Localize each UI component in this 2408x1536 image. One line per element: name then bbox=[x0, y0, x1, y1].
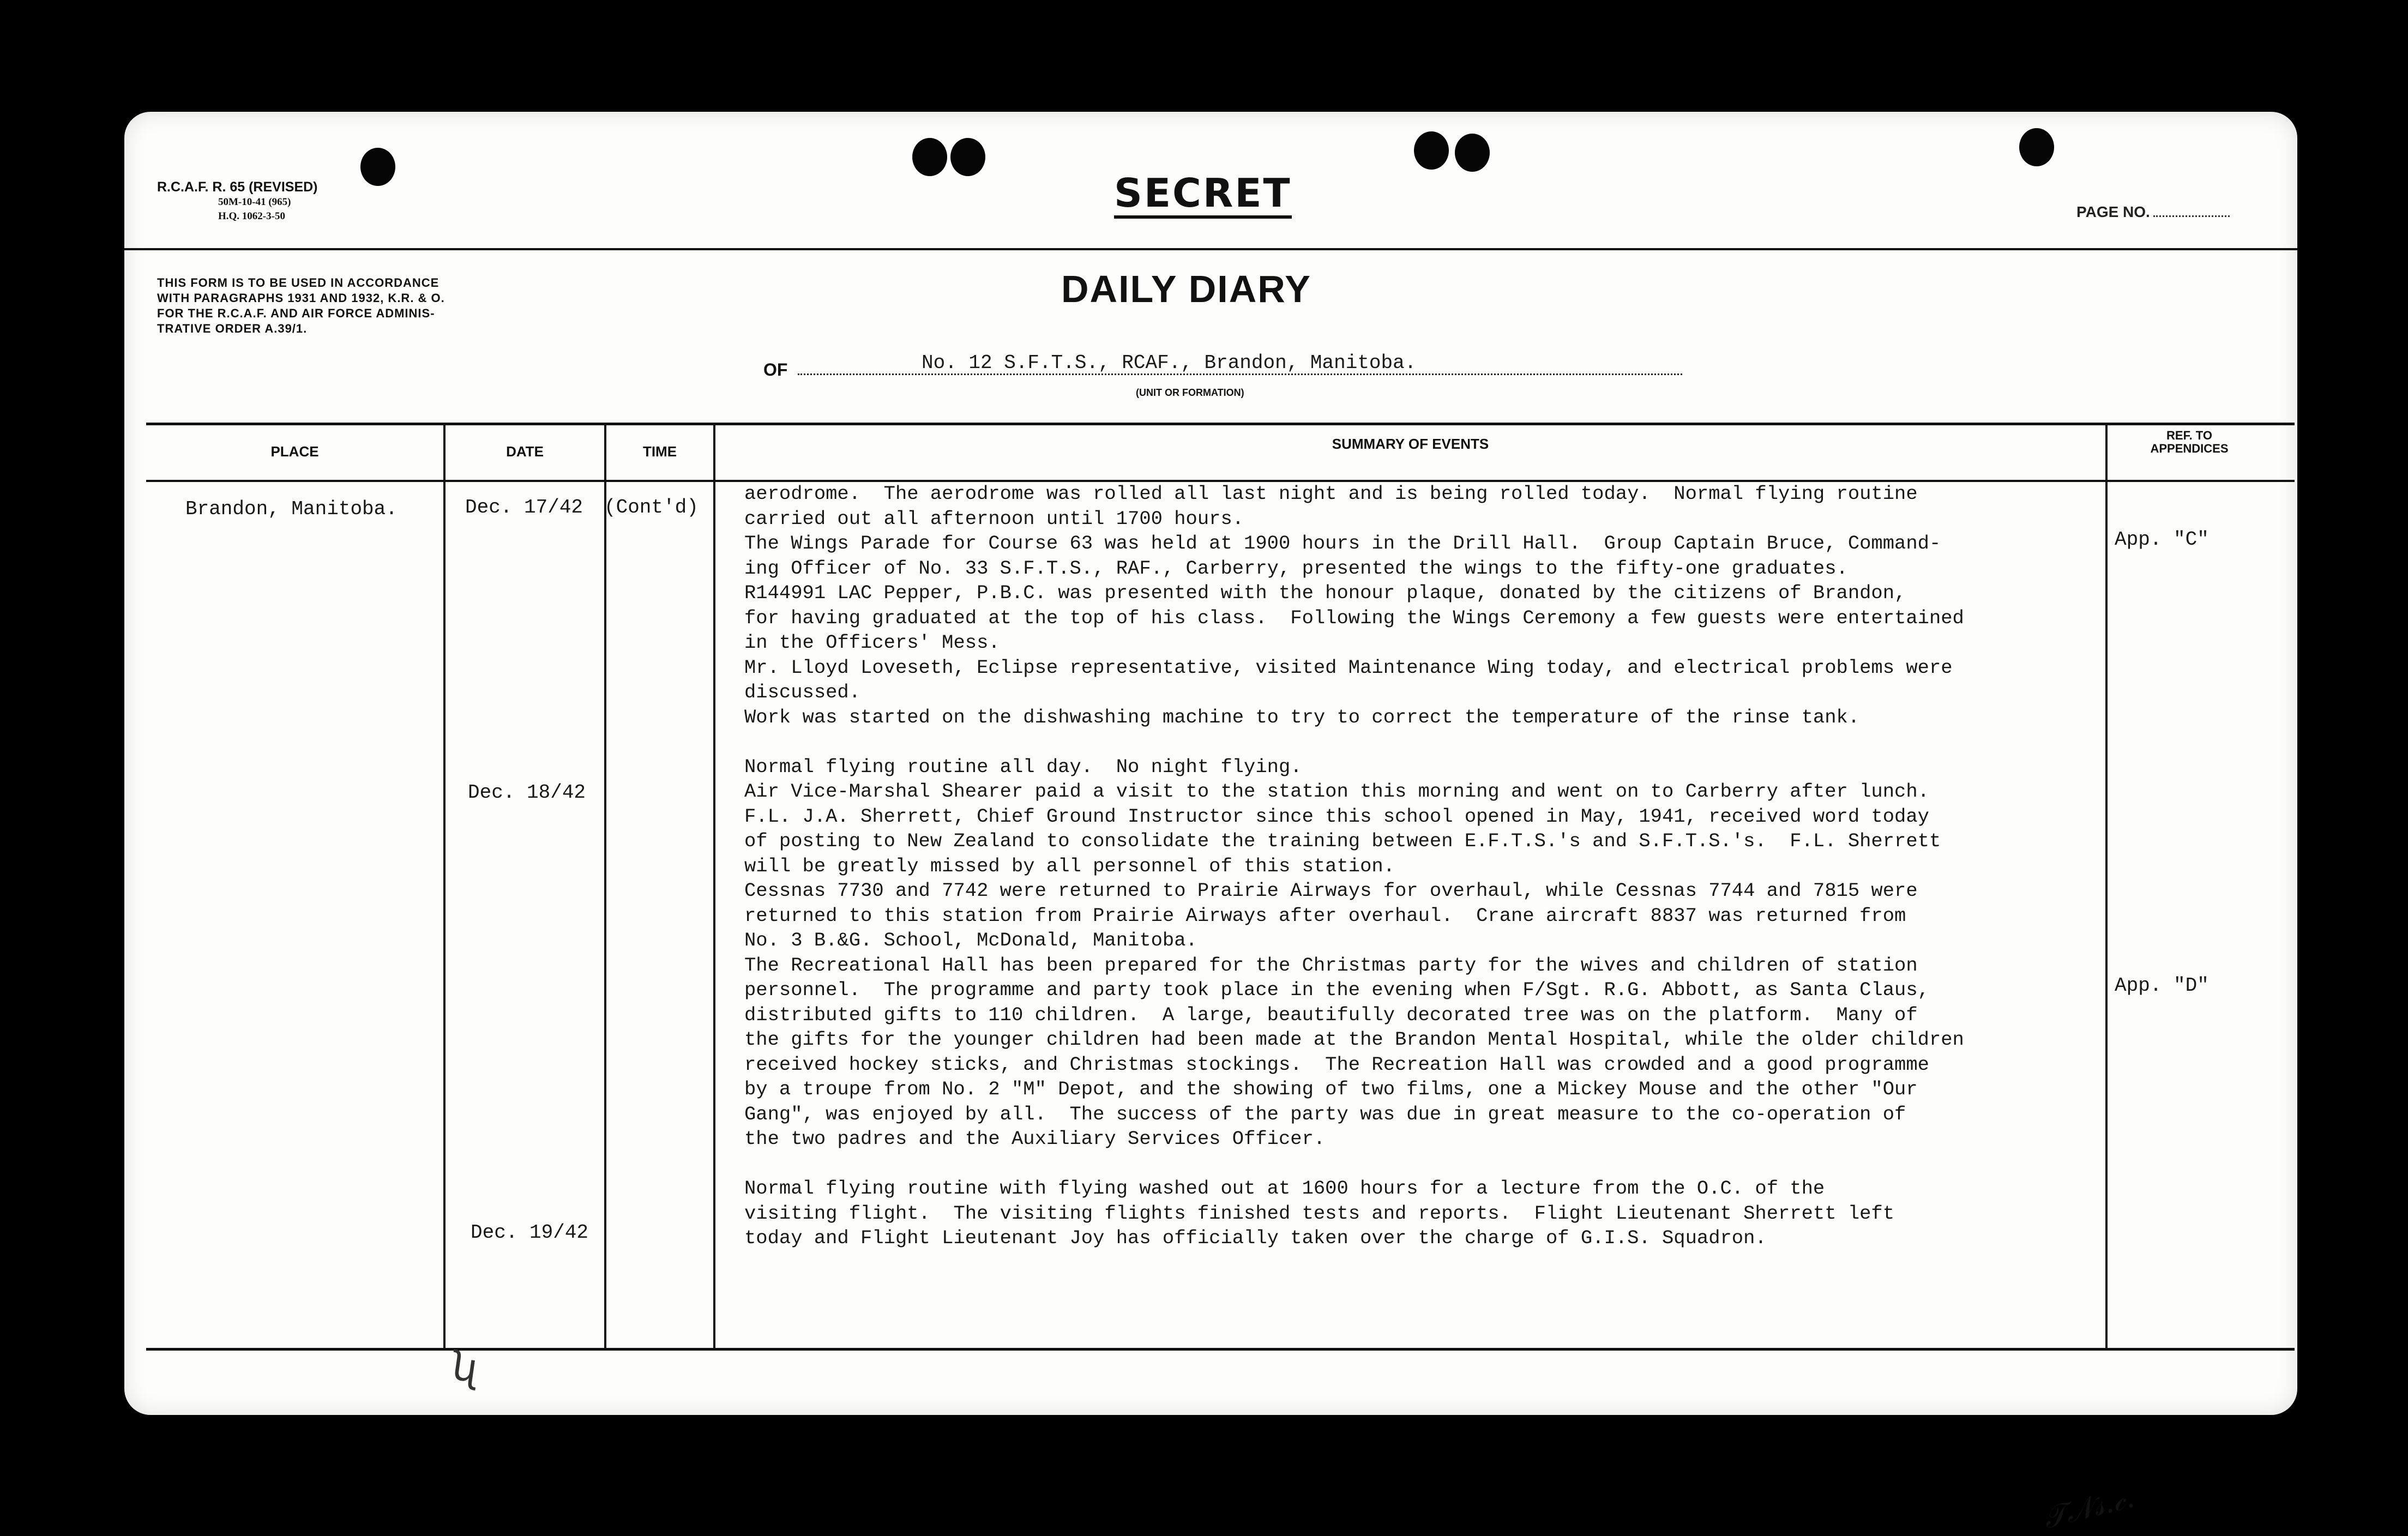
entry-line: R144991 LAC Pepper, P.B.C. was presented with the honour plaque, donated by the citizens of Brandon, bbox=[744, 582, 1906, 604]
entry-line: returned to this station from Prairie Airways after overhaul. Crane aircraft 8837 was returned from bbox=[744, 904, 1906, 927]
appendix-reference: App. "D" bbox=[2115, 974, 2209, 997]
entry-line: The Recreational Hall has been prepared for the Christmas party for the wives and children of station bbox=[744, 954, 1918, 977]
column-header-summary: SUMMARY OF EVENTS bbox=[1332, 436, 1489, 452]
table-top-rule bbox=[146, 423, 2295, 425]
punch-hole bbox=[1455, 134, 1490, 172]
instruction-line: THIS FORM IS TO BE USED IN ACCORDANCE bbox=[157, 276, 440, 290]
entry-line: by a troupe from No. 2 "M" Depot, and the showing of two films, one a Mickey Mouse and the other "Our bbox=[744, 1078, 1918, 1100]
column-header-place: PLACE bbox=[270, 443, 319, 460]
diary-sheet bbox=[124, 112, 2297, 1535]
entry-line: for having graduated at the top of his class. Following the Wings Ceremony a few guests were entertained bbox=[744, 606, 1964, 629]
date-value: Dec. 17/42 bbox=[465, 496, 583, 519]
appendices-header-line: REF. TO bbox=[2166, 429, 2212, 442]
entry-line: Normal flying routine with flying washed out at 1600 hours for a lecture from the O.C. of the bbox=[744, 1177, 1825, 1200]
entry-line: received hockey sticks, and Christmas stockings. The Recreation Hall was crowded and a good programme bbox=[744, 1053, 1929, 1076]
summary-of-events bbox=[744, 481, 1964, 1251]
punch-hole bbox=[1414, 131, 1449, 170]
entry-gap bbox=[744, 730, 1964, 755]
entry-line: Work was started on the dishwashing machine to try to correct the temperature of the rinse tank. bbox=[744, 706, 1860, 728]
appendix-reference: App. "C" bbox=[2115, 528, 2209, 551]
form-number: R.C.A.F. R. 65 (REVISED) bbox=[157, 179, 318, 195]
unit-caption: (UNIT OR FORMATION) bbox=[1136, 387, 1244, 398]
date-value: Dec. 19/42 bbox=[471, 1221, 589, 1244]
margin-mark: ʯ bbox=[448, 1342, 481, 1392]
punch-hole bbox=[950, 138, 985, 176]
column-divider bbox=[443, 423, 446, 1350]
place-value: Brandon, Manitoba. bbox=[185, 498, 398, 520]
entry-line: today and Flight Lieutenant Joy has officially taken over the charge of G.I.S. Squadron. bbox=[744, 1227, 1767, 1249]
of-label: OF bbox=[763, 360, 788, 380]
instruction-line: FOR THE R.C.A.F. AND AIR FORCE ADMINIS- bbox=[157, 306, 435, 320]
column-divider bbox=[604, 423, 606, 1350]
entry-line: will be greatly missed by all personnel of this station. bbox=[744, 854, 1395, 877]
unit-name: No. 12 S.F.T.S., RCAF., Brandon, Manitoba. bbox=[922, 352, 1417, 374]
print-code: 50M-10-41 (965) bbox=[218, 196, 291, 208]
entry-line: F.L. J.A. Sherrett, Chief Ground Instructor since this school opened in May, 1941, received word today bbox=[744, 805, 1929, 828]
column-header-date: DATE bbox=[506, 443, 544, 460]
entry-line: ing Officer of No. 33 S.F.T.S., RAF., Carberry, presented the wings to the fifty-one graduates. bbox=[744, 557, 1848, 580]
form-instruction bbox=[157, 275, 445, 336]
punch-hole bbox=[360, 148, 395, 186]
entry-gap bbox=[744, 1152, 1964, 1177]
entry-line: Gang", was enjoyed by all. The success of the party was due in great measure to the co-operation of bbox=[744, 1103, 1906, 1125]
entry-line: Cessnas 7730 and 7742 were returned to Prairie Airways for overhaul, while Cessnas 7744 and 7815 were bbox=[744, 880, 1918, 902]
entry-line: carried out all afternoon until 1700 hours. bbox=[744, 507, 1244, 530]
page-number-blank bbox=[2153, 215, 2230, 217]
punch-hole bbox=[2019, 128, 2054, 166]
punch-hole bbox=[912, 138, 947, 176]
column-divider bbox=[713, 423, 715, 1350]
page-number-field bbox=[2076, 203, 2230, 221]
entry-line: Mr. Lloyd Loveseth, Eclipse representative, visited Maintenance Wing today, and electrical problems were bbox=[744, 656, 1953, 679]
security-classification: SECRET bbox=[1114, 171, 1292, 219]
instruction-line: WITH PARAGRAPHS 1931 AND 1932, K.R. & O. bbox=[157, 291, 445, 305]
column-divider bbox=[2105, 423, 2108, 1350]
entry-line: The Wings Parade for Course 63 was held at 1900 hours in the Drill Hall. Group Captain Bruce, Command- bbox=[744, 532, 1941, 555]
entry-line: aerodrome. The aerodrome was rolled all last night and is being rolled today. Normal flying routine bbox=[744, 483, 1918, 505]
column-header-time: TIME bbox=[642, 443, 677, 460]
appendices-header-line: APPENDICES bbox=[2150, 442, 2229, 455]
entry-line: discussed. bbox=[744, 681, 861, 703]
entry-line: the gifts for the younger children had been made at the Brandon Mental Hospital, while the older children bbox=[744, 1028, 1964, 1051]
form-reference bbox=[157, 179, 318, 224]
time-value: (Cont'd) bbox=[604, 496, 699, 519]
entry-line: of posting to New Zealand to consolidate the training between E.F.T.S.'s and S.F.T.S.'s. F.L. Sherrett bbox=[744, 830, 1941, 852]
entry-line: No. 3 B.&G. School, McDonald, Manitoba. bbox=[744, 929, 1197, 951]
entry-line: the two padres and the Auxiliary Services Officer. bbox=[744, 1128, 1326, 1150]
entry-line: in the Officers' Mess. bbox=[744, 631, 1000, 654]
hq-reference: H.Q. 1062-3-50 bbox=[218, 210, 285, 222]
entry-line: Normal flying routine all day. No night flying. bbox=[744, 755, 1302, 778]
page-number-label: PAGE NO. bbox=[2076, 203, 2150, 220]
page-title: DAILY DIARY bbox=[1061, 268, 1311, 310]
entry-line: distributed gifts to 110 children. A large, beautifully decorated tree was on the platform. Many of bbox=[744, 1003, 1918, 1026]
header-rule bbox=[124, 248, 2297, 250]
date-value: Dec. 18/42 bbox=[468, 781, 586, 804]
initials-signature: 𝒯𝒩𝓈.𝒸. bbox=[2039, 1479, 2138, 1535]
entry-line: visiting flight. The visiting flights finished tests and reports. Flight Lieutenant Sherrett left bbox=[744, 1202, 1895, 1225]
column-header-appendices bbox=[2108, 429, 2271, 455]
entry-line: personnel. The programme and party took place in the evening when F/Sgt. R.G. Abbott, as Santa Claus, bbox=[744, 979, 1929, 1001]
instruction-line: TRATIVE ORDER A.39/1. bbox=[157, 322, 308, 335]
entry-line: Air Vice-Marshal Shearer paid a visit to the station this morning and went on to Carberry after lunch. bbox=[744, 780, 1929, 803]
